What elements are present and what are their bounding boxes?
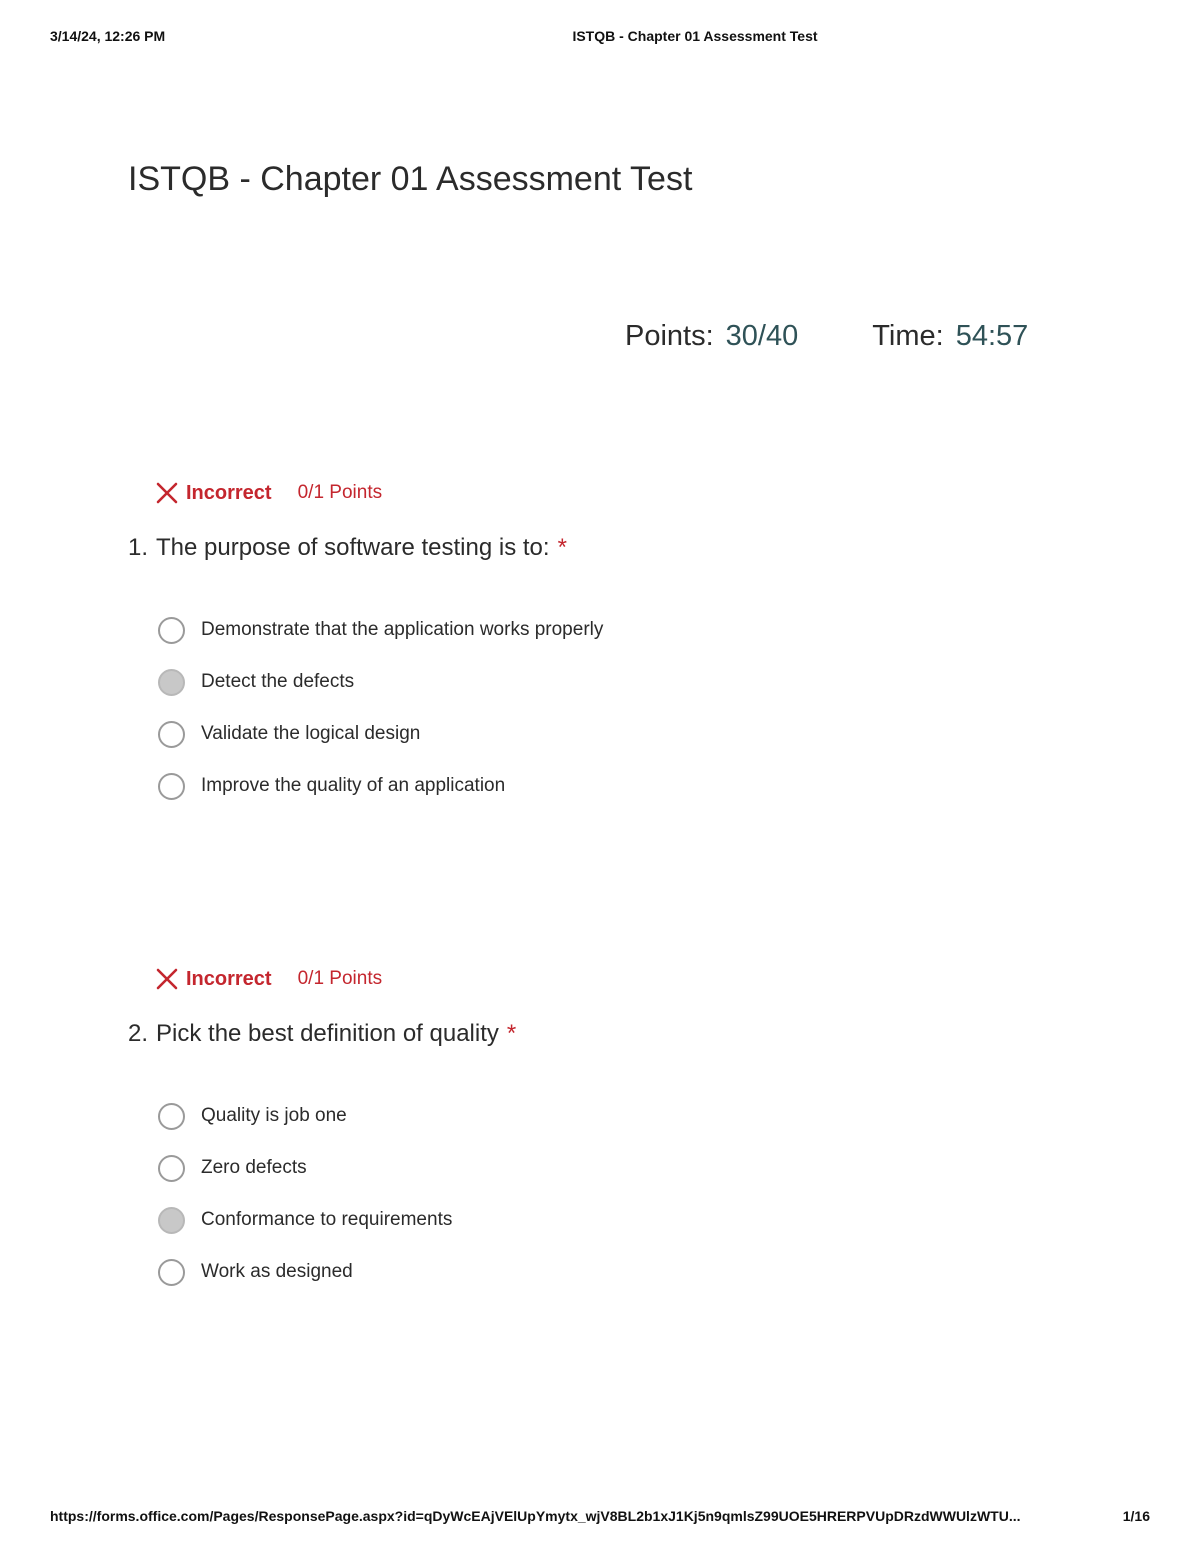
radio-button[interactable] bbox=[158, 721, 185, 748]
question-points: 0/1 Points bbox=[297, 968, 383, 989]
answer-option[interactable] bbox=[158, 750, 1028, 822]
print-date: 3/14/24, 12:26 PM bbox=[50, 28, 166, 44]
option-label: Zero defects bbox=[201, 1157, 307, 1178]
required-marker: * bbox=[557, 534, 567, 561]
question-status bbox=[154, 478, 1028, 508]
question-1 bbox=[128, 478, 1028, 822]
radio-button[interactable] bbox=[158, 1259, 185, 1286]
points-summary bbox=[625, 320, 798, 353]
option-label: Work as designed bbox=[201, 1261, 353, 1282]
status-label: Incorrect bbox=[186, 481, 272, 504]
close-x-icon bbox=[154, 966, 180, 992]
answer-option[interactable] bbox=[158, 1236, 1028, 1308]
question-status bbox=[154, 964, 1028, 994]
page-url: https://forms.office.com/Pages/ResponsePage.aspx?id=qDyWcEAjVElUpYmytx_wjV8BL2b1xJ1Kj5n9qmlsZ99UOE5HRERPVUpDRzdWWUlzWTU... bbox=[50, 1508, 1021, 1524]
radio-button[interactable] bbox=[158, 1103, 185, 1130]
option-label: Demonstrate that the application works properly bbox=[201, 619, 604, 640]
option-label: Improve the quality of an application bbox=[201, 775, 506, 796]
print-footer bbox=[50, 1508, 1150, 1524]
print-header bbox=[0, 28, 1200, 52]
question-text: Pick the best definition of quality bbox=[156, 1020, 499, 1047]
required-marker: * bbox=[506, 1020, 517, 1047]
form-title: ISTQB - Chapter 01 Assessment Test bbox=[128, 160, 693, 198]
points-value: 30/40 bbox=[725, 320, 799, 352]
radio-button[interactable] bbox=[158, 617, 185, 644]
question-2 bbox=[128, 964, 1028, 1308]
radio-button-selected[interactable] bbox=[158, 669, 185, 696]
question-number: 2. bbox=[128, 1020, 149, 1047]
points-label: Points: bbox=[625, 320, 714, 352]
radio-button-selected[interactable] bbox=[158, 1207, 185, 1234]
radio-button[interactable] bbox=[158, 773, 185, 800]
time-label: Time: bbox=[872, 320, 944, 352]
option-label: Detect the defects bbox=[201, 671, 355, 692]
question-number: 1. bbox=[128, 534, 149, 561]
question-title bbox=[128, 534, 1028, 568]
time-value: 54:57 bbox=[955, 320, 1029, 352]
score-summary bbox=[625, 320, 1028, 353]
radio-button[interactable] bbox=[158, 1155, 185, 1182]
option-label: Validate the logical design bbox=[201, 723, 421, 744]
time-summary bbox=[872, 320, 1028, 353]
status-label: Incorrect bbox=[186, 967, 272, 990]
answer-options bbox=[158, 1080, 1028, 1308]
question-text: The purpose of software testing is to: bbox=[156, 534, 550, 561]
page-number: 1/16 bbox=[1122, 1508, 1150, 1524]
question-title bbox=[128, 1020, 1028, 1054]
print-title: ISTQB - Chapter 01 Assessment Test bbox=[572, 28, 818, 44]
answer-options bbox=[158, 594, 1028, 822]
close-x-icon bbox=[154, 480, 180, 506]
option-label: Quality is job one bbox=[201, 1105, 347, 1126]
option-label: Conformance to requirements bbox=[201, 1209, 453, 1230]
question-points: 0/1 Points bbox=[297, 482, 383, 503]
